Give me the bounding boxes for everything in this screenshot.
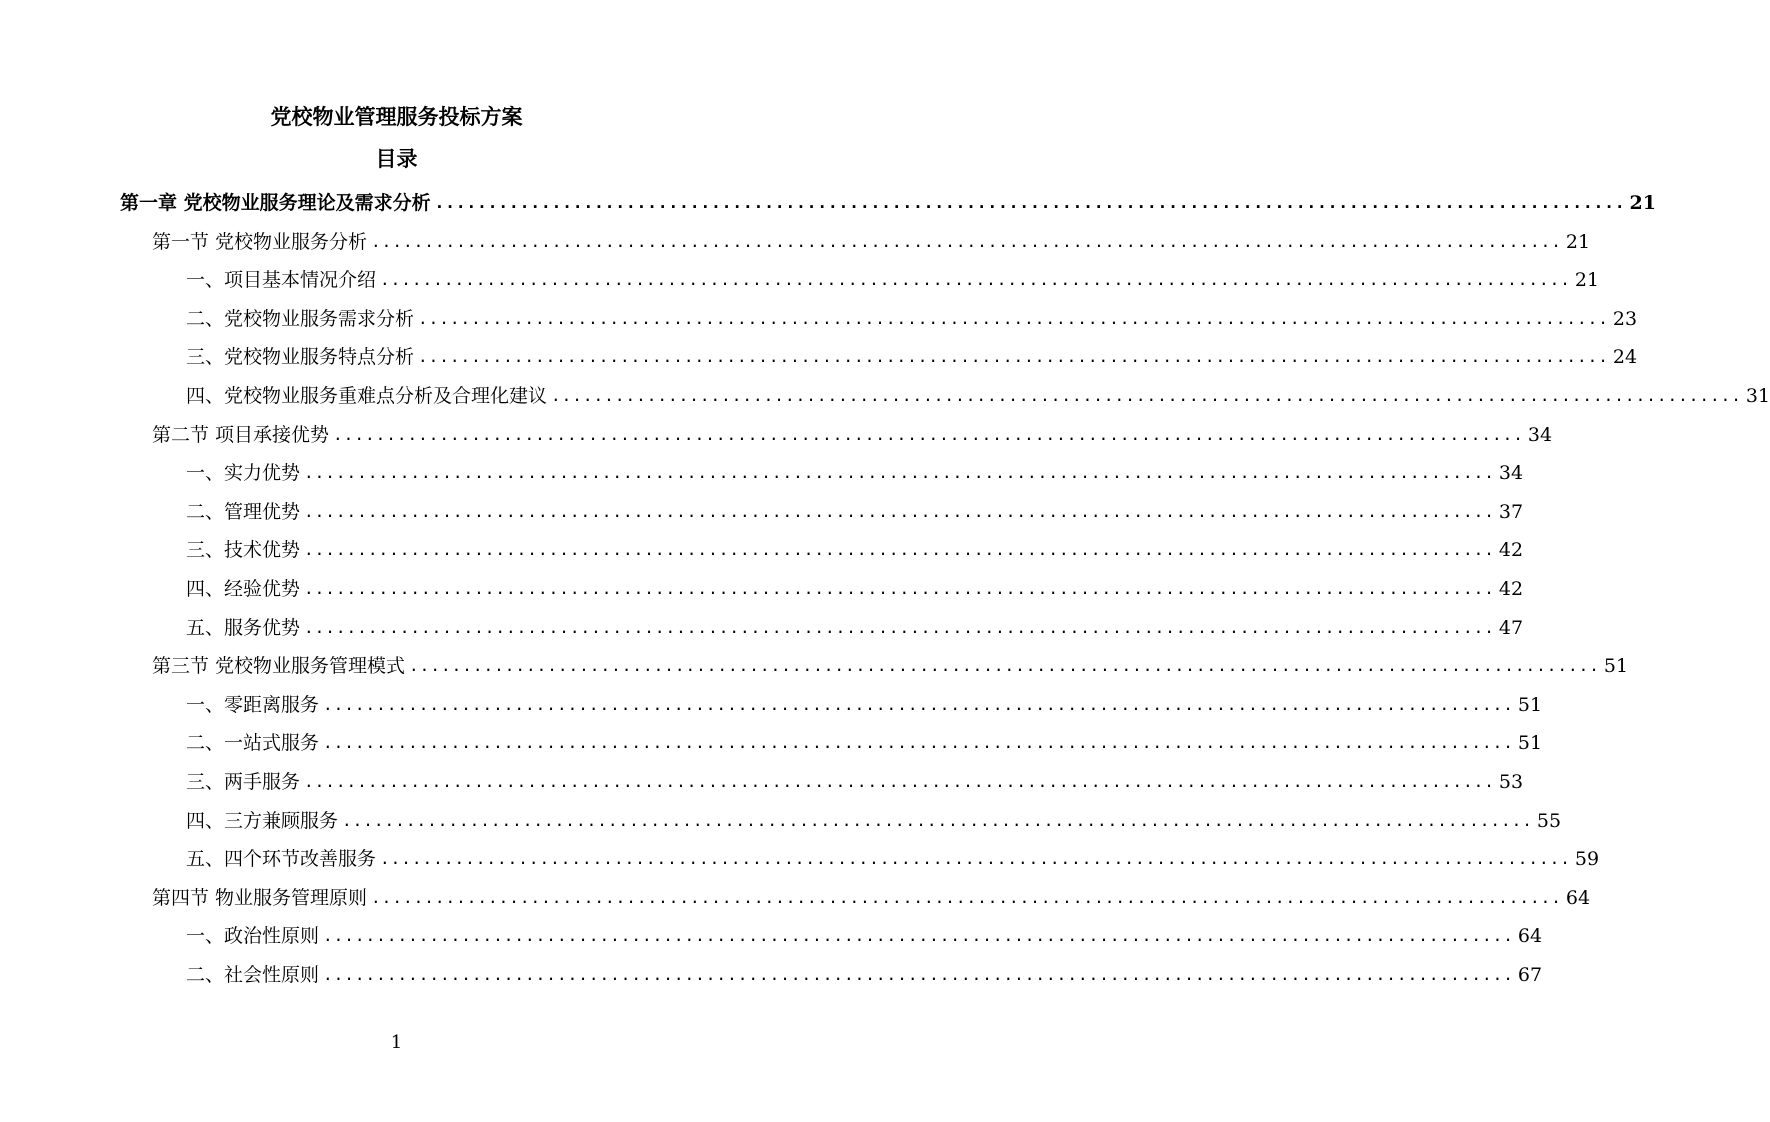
toc-entry-label: 四、三方兼顾服务: [186, 809, 339, 832]
toc-dot-leader: ................................................................................................................: [304, 617, 1495, 637]
toc-dot-leader: ................................................................................................................: [304, 501, 1495, 521]
toc-entry-page: 34: [1498, 462, 1524, 485]
toc-entry[interactable]: [186, 609, 1524, 647]
toc-entry-page: 47: [1498, 616, 1524, 639]
toc-dot-leader: ................................................................................................................: [371, 887, 1562, 907]
toc-entry[interactable]: [186, 338, 1638, 376]
toc-entry-page: 51: [1517, 732, 1543, 755]
toc-dot-leader: ................................................................................................................: [434, 193, 1626, 212]
toc-entry-label: 第一节 党校物业服务分析: [152, 230, 368, 253]
toc-entry[interactable]: [186, 724, 1543, 762]
toc-entry-label: 四、党校物业服务重难点分析及合理化建议: [186, 385, 548, 407]
toc-entry-page: 51: [1603, 655, 1629, 678]
toc-dot-leader: ................................................................................................................: [304, 463, 1495, 483]
toc-entry-page: 42: [1498, 539, 1524, 562]
toc-entry-page: 21: [1574, 269, 1600, 292]
toc-entry-label: 第四节 物业服务管理原则: [152, 886, 368, 909]
toc-entry-label: 三、技术优势: [186, 539, 301, 562]
toc-entry-label: 三、两手服务: [186, 771, 301, 793]
toc-entry[interactable]: [152, 223, 1591, 261]
toc-entry-page: 23: [1612, 307, 1638, 330]
toc-entry-label: 第一章 党校物业服务理论及需求分析: [120, 192, 431, 214]
toc-dot-leader: ................................................................................................................: [323, 965, 1514, 984]
toc-entry-label: 二、社会性原则: [186, 964, 320, 986]
toc-entry[interactable]: [152, 647, 1629, 685]
toc-entry[interactable]: [186, 763, 1524, 801]
toc-entry-page: 67: [1517, 964, 1543, 986]
toc-entry[interactable]: [152, 879, 1591, 917]
toc-entry-page: 59: [1574, 848, 1600, 871]
toc-entry-label: 五、服务优势: [186, 616, 301, 639]
toc-entry[interactable]: [186, 531, 1524, 569]
toc-dot-leader: ................................................................................................................: [304, 579, 1495, 598]
toc-entry-page: 64: [1517, 925, 1543, 948]
toc-entry[interactable]: [186, 686, 1543, 724]
toc-entry[interactable]: [152, 416, 1553, 454]
toc-dot-leader: ................................................................................................................: [323, 694, 1514, 714]
toc-dot-leader: ................................................................................................................: [323, 733, 1514, 753]
toc-entry-label: 五、四个环节改善服务: [186, 848, 377, 871]
toc-entry-page: 42: [1498, 578, 1524, 600]
toc-dot-leader: ................................................................................................................: [323, 926, 1514, 946]
toc-entry-label: 四、经验优势: [186, 578, 301, 600]
toc-entry[interactable]: [186, 570, 1524, 608]
toc-entry-page: 21: [1629, 192, 1656, 214]
toc-entry[interactable]: [120, 184, 1656, 222]
toc-entry[interactable]: [186, 802, 1562, 840]
toc-dot-leader: ................................................................................................................: [418, 347, 1609, 367]
toc-entry[interactable]: [186, 917, 1543, 955]
toc-entry-page: 51: [1517, 693, 1543, 716]
toc-entry[interactable]: [186, 377, 1770, 415]
toc-dot-leader: ................................................................................................................: [342, 810, 1533, 830]
toc-entry-label: 一、零距离服务: [186, 693, 320, 716]
toc-dot-leader: ................................................................................................................: [304, 772, 1495, 791]
document-title: 党校物业管理服务投标方案: [270, 104, 523, 129]
toc-dot-leader: ................................................................................................................: [380, 849, 1571, 869]
toc-entry-page: 53: [1498, 771, 1524, 793]
toc-entry[interactable]: [186, 261, 1600, 299]
toc-dot-leader: ................................................................................................................: [333, 424, 1524, 444]
toc-entry-page: 21: [1565, 230, 1591, 253]
toc-heading: 目录: [375, 146, 418, 171]
toc-entry-page: 55: [1536, 809, 1562, 832]
toc-entry[interactable]: [186, 493, 1524, 531]
toc-entry[interactable]: [186, 300, 1638, 338]
toc-entry[interactable]: [186, 956, 1543, 994]
toc-entry-label: 一、政治性原则: [186, 925, 320, 948]
toc-entry-label: 二、党校物业服务需求分析: [186, 307, 415, 330]
toc-dot-leader: ................................................................................................................: [418, 308, 1609, 328]
toc-entry-page: 24: [1612, 346, 1638, 369]
toc-entry[interactable]: [186, 454, 1524, 492]
toc-dot-leader: ................................................................................................................: [380, 270, 1571, 290]
toc-entry-page: 31: [1745, 385, 1770, 407]
toc-dot-leader: ................................................................................................................: [551, 386, 1742, 405]
toc-entry-label: 二、一站式服务: [186, 732, 320, 755]
toc-dot-leader: ................................................................................................................: [304, 540, 1495, 560]
toc-entry-label: 三、党校物业服务特点分析: [186, 346, 415, 369]
toc-entry-page: 64: [1565, 886, 1591, 909]
toc-entry-label: 二、管理优势: [186, 500, 301, 523]
toc-entry-label: 一、实力优势: [186, 462, 301, 485]
toc-dot-leader: ................................................................................................................: [371, 231, 1562, 251]
toc-entry[interactable]: [186, 840, 1600, 878]
toc-entry-page: 34: [1527, 423, 1553, 446]
toc-entry-label: 第二节 项目承接优势: [152, 423, 330, 446]
page-number: 1: [390, 1032, 403, 1053]
toc-entry-page: 37: [1498, 500, 1524, 523]
toc-dot-leader: ................................................................................................................: [409, 656, 1600, 676]
toc-entry-label: 一、项目基本情况介绍: [186, 269, 377, 292]
toc-entry-label: 第三节 党校物业服务管理模式: [152, 655, 406, 678]
